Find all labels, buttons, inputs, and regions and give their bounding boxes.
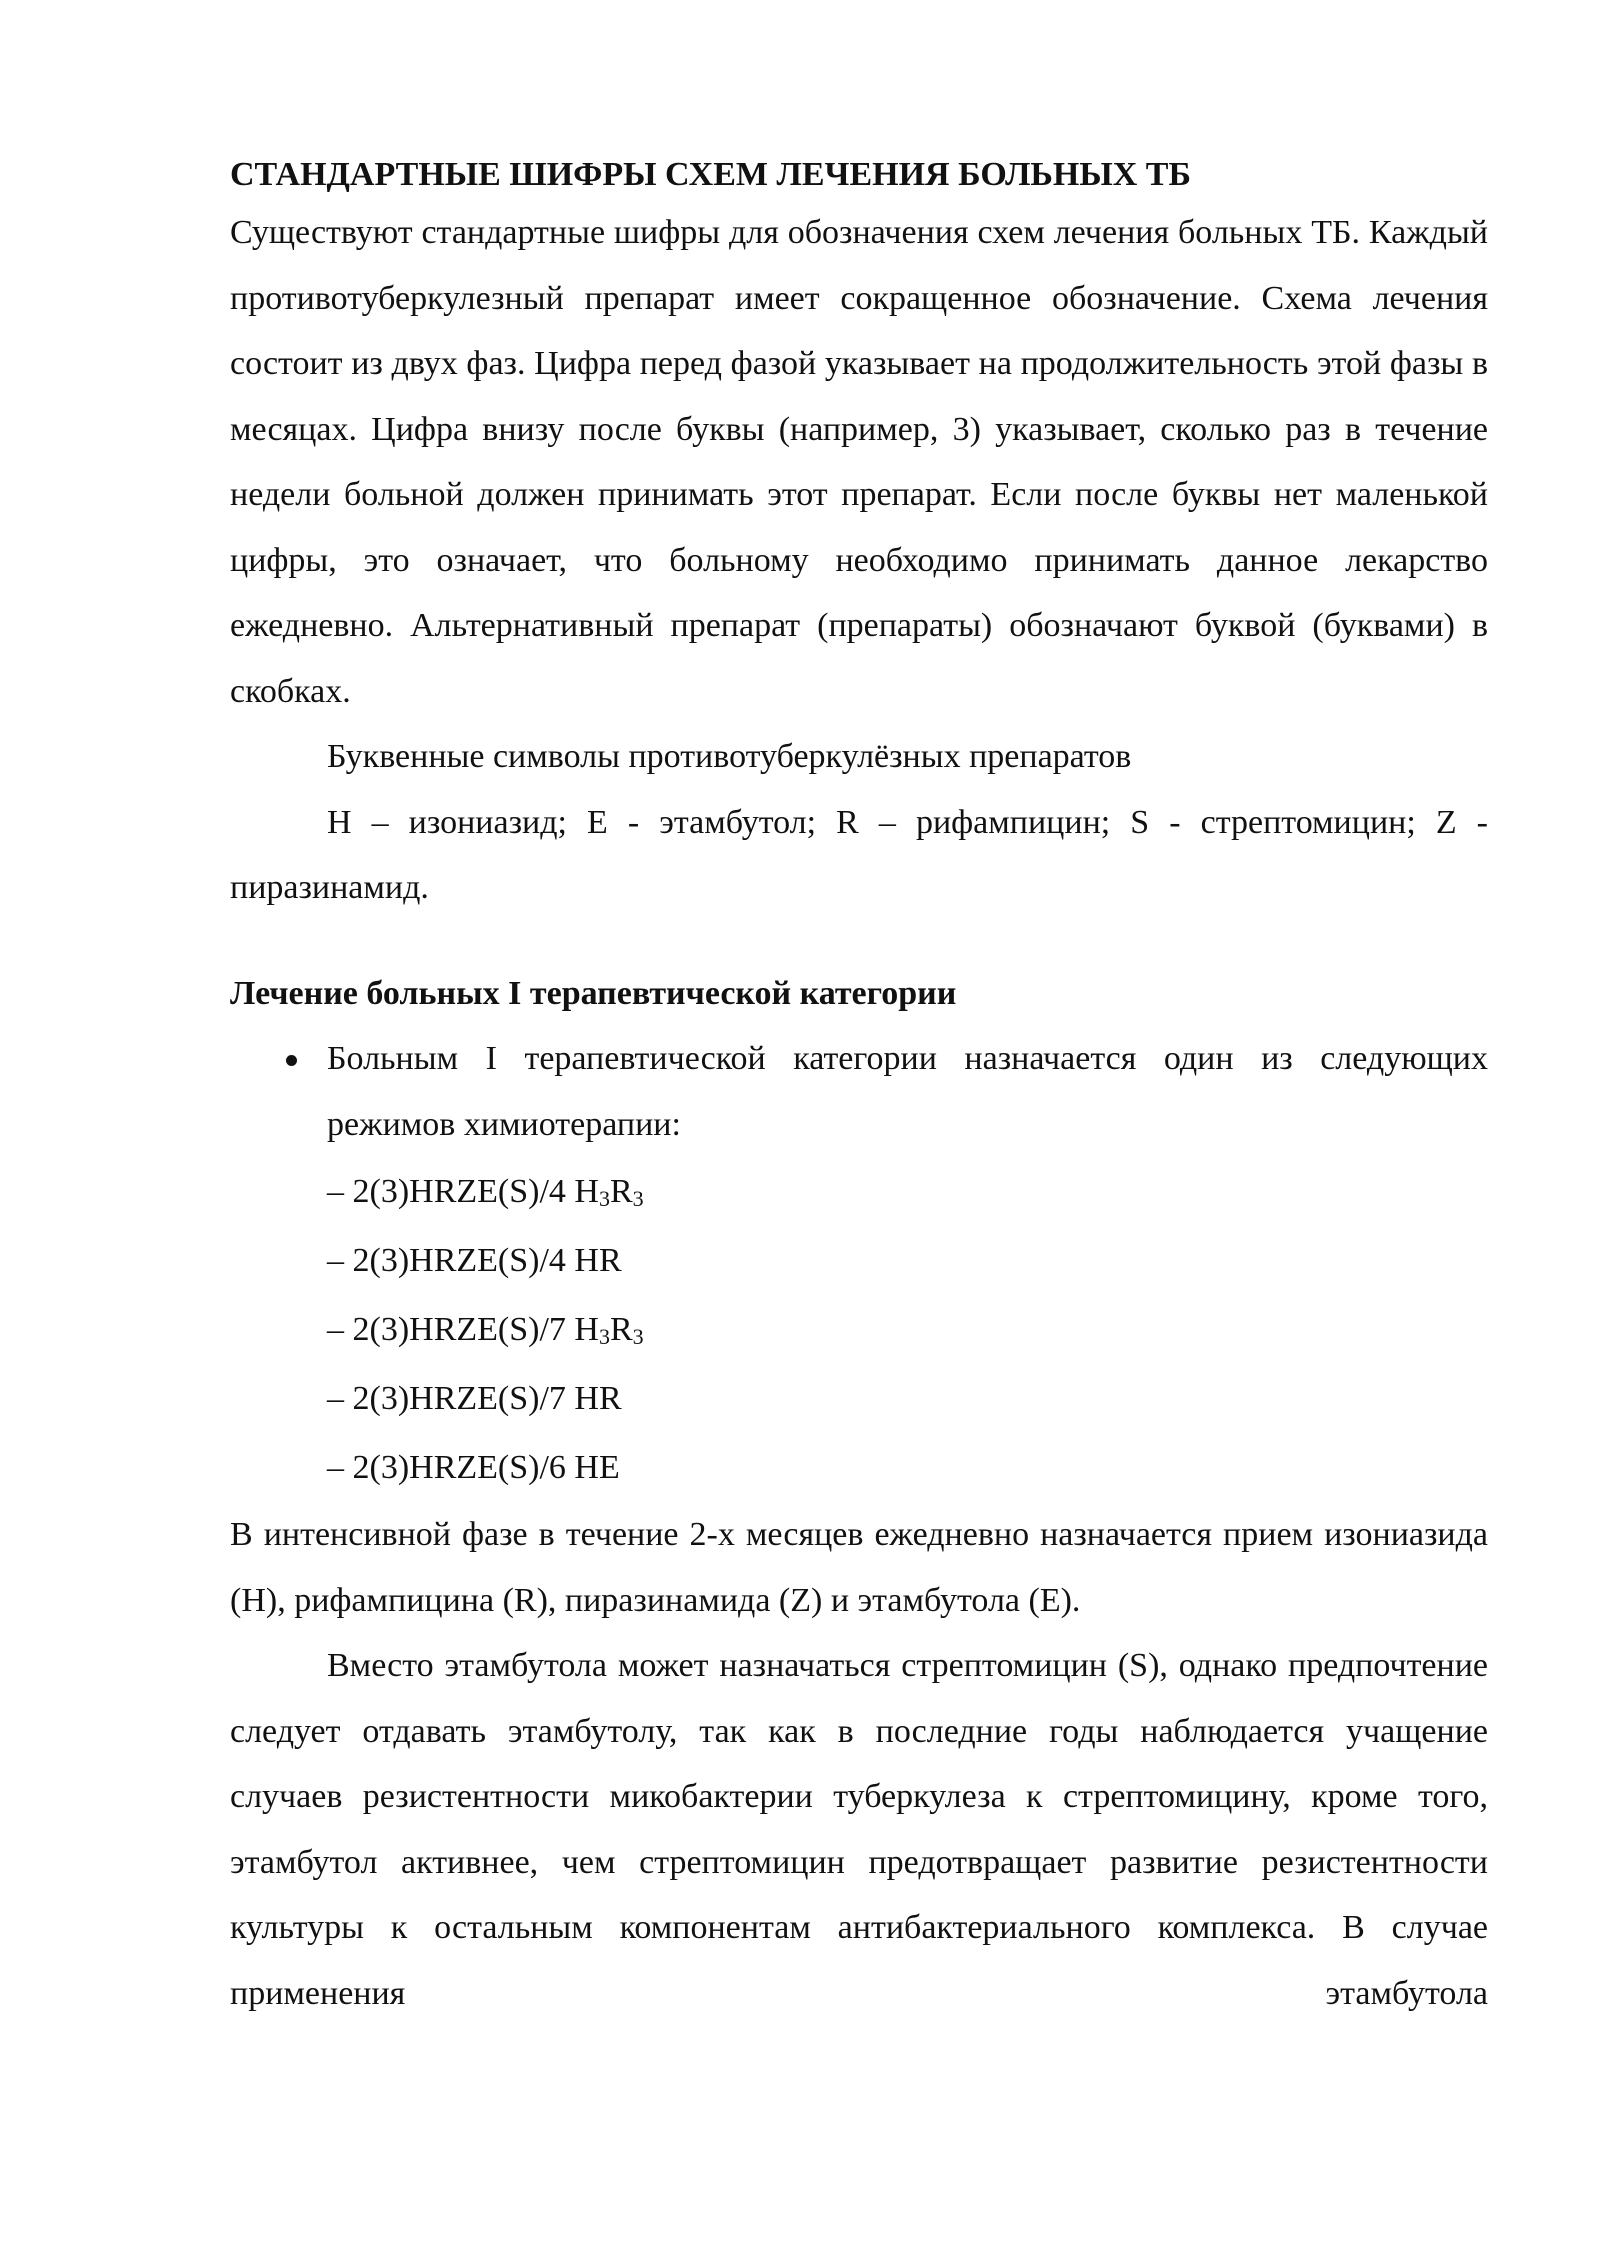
regimen-list: [230, 1157, 1488, 1502]
symbols-list: H – изониазид; E - этамбутол; R – рифампицин; S - стрептомицин; Z - пиразинамид.: [230, 803, 1488, 906]
section-heading: Лечение больных I терапевтической категории: [230, 974, 957, 1012]
regimen-item: – 2(3)HRZE(S)/7 HR: [327, 1380, 622, 1417]
regimen-item: – 2(3)HRZE(S)/4 HR: [327, 1242, 622, 1279]
regimen-item: – 2(3)HRZE(S)/6 HE: [327, 1449, 620, 1486]
intensive-phase-paragraph: В интенсивной фазе в течение 2-х месяцев ежедневно назначается прием изониазида (H), рифампицина (R), пиразинамида (Z) и этамбутола (E).: [230, 1516, 1488, 1619]
bullet-icon: [286, 1055, 297, 1066]
regimen-item: – 2(3)HRZE(S)/7 $H_3R_3$: [327, 1311, 644, 1349]
intro-paragraph: Существуют стандартные шифры для обозначения схем лечения больных ТБ. Каждый противотуберкулезный препарат имеет сокращенное обозначение. Схема лечения состоит из двух фаз. Цифра перед фазой указывает на продолжительность этой фазы в месяцах. Цифра внизу после буквы (например, 3) указывает, сколько раз в течение недели больной должен принимать этот препарат. Если после буквы нет маленькой цифры, это означает, что больному необходимо принимать данное лекарство ежедневно. Альтернативный препарат (препараты) обозначают буквой (буквами) в скобках.: [230, 214, 1488, 710]
bullet-text: Больным I терапевтической категории назначается один из следующих режимов химиотерапии:: [327, 1040, 1488, 1143]
document-page: [230, 150, 1488, 2026]
section-spacer: [230, 921, 1488, 961]
page-title: СТАНДАРТНЫЕ ШИФРЫ СХЕМ ЛЕЧЕНИЯ БОЛЬНЫХ ТБ: [230, 156, 1191, 193]
regimen-item: – 2(3)HRZE(S)/4 $H_3R_3$: [327, 1173, 644, 1211]
instead-paragraph: Вместо этамбутола может назначаться стрептомицин (S), однако предпочтение следует отдавать этамбутолу, так как в последние годы наблюдается учащение случаев резистентности микобактерии туберкулеза к стрептомицину, кроме того, этамбутол активнее, чем стрептомицин предотвращает развитие резистентности культуры к остальным компонентам антибактериального комплекса. В случае применения этамбутола: [230, 1647, 1488, 2012]
symbols-heading: Буквенные символы противотуберкулёзных препаратов: [327, 738, 1132, 775]
list-item: [230, 1026, 1488, 1157]
